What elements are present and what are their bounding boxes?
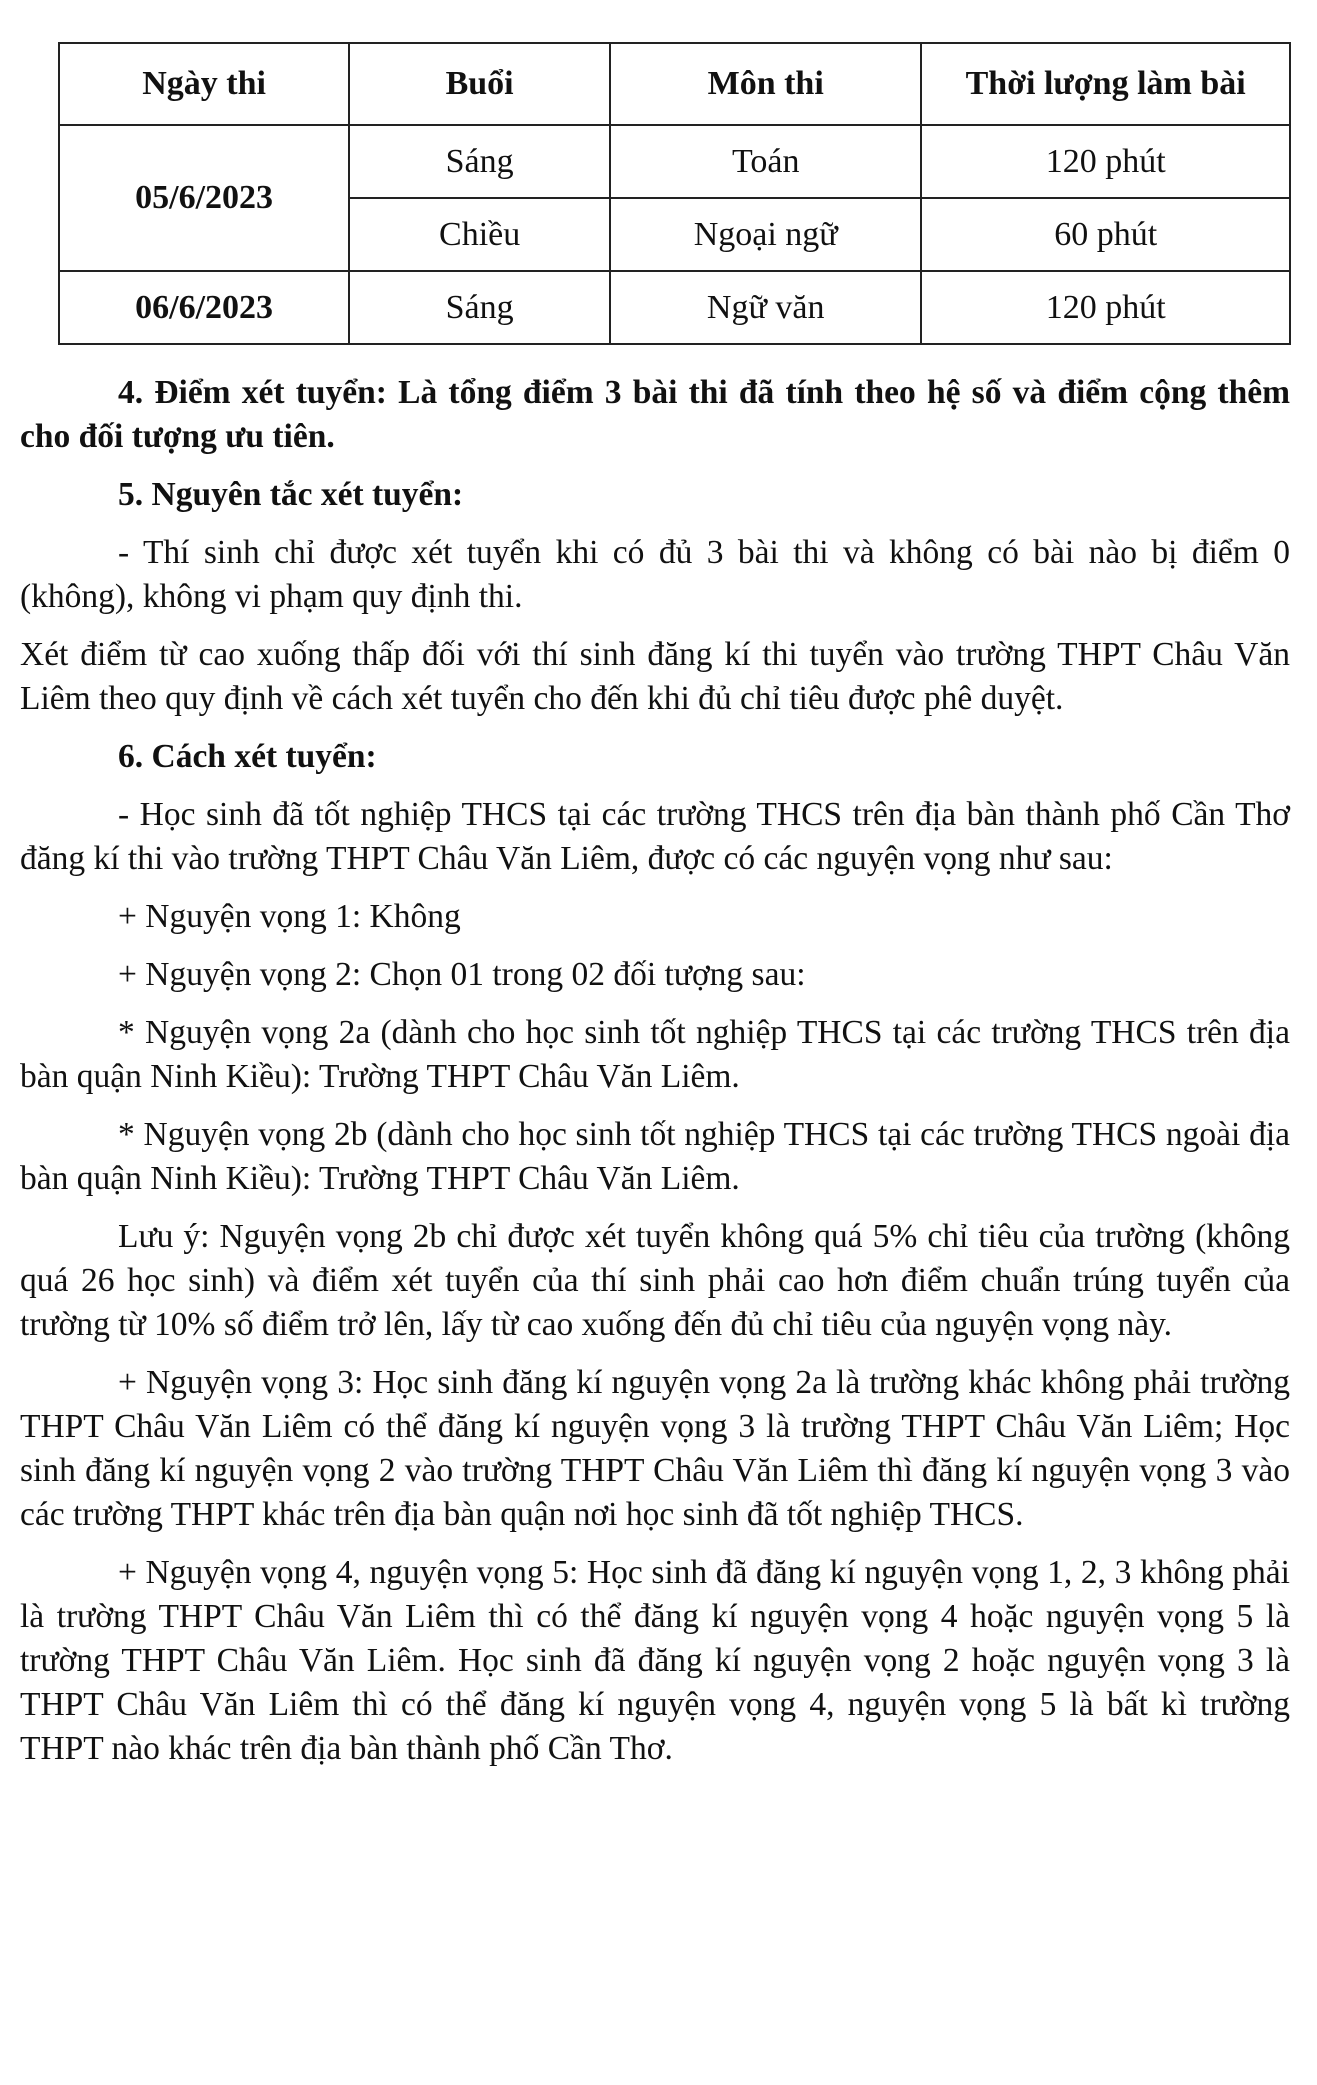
paragraph: - Thí sinh chỉ được xét tuyển khi có đủ 3 bài thi và không có bài nào bị điểm 0 (không), không vi phạm quy định thi. xyxy=(20,534,1290,615)
cell-duration: 60 phút xyxy=(921,198,1290,271)
list-item: + Nguyện vọng 3: Học sinh đăng kí nguyện vọng 2a là trường khác không phải trường THPT Châu Văn Liêm có thể đăng kí nguyện vọng 3 là trường THPT Châu Văn Liêm; Học sinh đăng kí nguyện vọng 2 vào trường THPT Châu Văn Liêm thì đăng kí nguyện vọng 3 vào các trường THPT khác trên địa bàn quận nơi học sinh đã tốt nghiệp THCS. xyxy=(20,1364,1290,1533)
cell-session: Sáng xyxy=(349,271,610,344)
cell-session: Chiều xyxy=(349,198,610,271)
list-item: + Nguyện vọng 4, nguyện vọng 5: Học sinh đã đăng kí nguyện vọng 1, 2, 3 không phải là trường THPT Châu Văn Liêm thì có thể đăng kí nguyện vọng 4 hoặc nguyện vọng 5 là trường THPT Châu Văn Liêm. Học sinh đã đăng kí nguyện vọng 2 hoặc nguyện vọng 3 là THPT Châu Văn Liêm thì có thể đăng kí nguyện vọng 4, nguyện vọng 5 là bất kì trường THPT nào khác trên địa bàn thành phố Cần Thơ. xyxy=(20,1554,1290,1767)
table-header-row xyxy=(59,43,1290,125)
header-duration: Thời lượng làm bài xyxy=(921,43,1290,125)
section-5-heading-text: 5. Nguyên tắc xét tuyển: xyxy=(118,476,464,513)
table-row xyxy=(59,125,1290,198)
paragraph: - Học sinh đã tốt nghiệp THCS tại các trường THCS trên địa bàn thành phố Cần Thơ đăng kí thi vào trường THPT Châu Văn Liêm, được có các nguyện vọng như sau: xyxy=(20,796,1290,877)
list-item: + Nguyện vọng 1: Không xyxy=(118,898,461,935)
cell-session: Sáng xyxy=(349,125,610,198)
document-page xyxy=(20,42,1290,1785)
header-session: Buổi xyxy=(349,43,610,125)
section-6-heading-text: 6. Cách xét tuyển: xyxy=(118,738,377,775)
list-item: * Nguyện vọng 2b (dành cho học sinh tốt nghiệp THCS tại các trường THCS ngoài địa bàn quận Ninh Kiều): Trường THPT Châu Văn Liêm. xyxy=(20,1116,1290,1197)
list-item: + Nguyện vọng 2: Chọn 01 trong 02 đối tượng sau: xyxy=(118,956,806,993)
document-body xyxy=(20,371,1290,1771)
note-paragraph: Lưu ý: Nguyện vọng 2b chỉ được xét tuyển không quá 5% chỉ tiêu của trường (không quá 26 học sinh) và điểm xét tuyển của thí sinh phải cao hơn điểm chuẩn trúng tuyển của trường từ 10% số điểm trở lên, lấy từ cao xuống đến đủ chỉ tiêu của nguyện vọng này. xyxy=(20,1218,1290,1343)
section-4-scoring xyxy=(20,371,1290,459)
cell-subject: Toán xyxy=(610,125,921,198)
section-6-heading xyxy=(20,735,1290,779)
cell-date: 06/6/2023 xyxy=(59,271,349,344)
cell-subject: Ngữ văn xyxy=(610,271,921,344)
header-exam-date: Ngày thi xyxy=(59,43,349,125)
header-subject: Môn thi xyxy=(610,43,921,125)
section-5-heading xyxy=(20,473,1290,517)
paragraph: Xét điểm từ cao xuống thấp đối với thí sinh đăng kí thi tuyển vào trường THPT Châu Văn Liêm theo quy định về cách xét tuyển cho đến khi đủ chỉ tiêu được phê duyệt. xyxy=(20,636,1290,717)
cell-date: 05/6/2023 xyxy=(59,125,349,271)
cell-duration: 120 phút xyxy=(921,271,1290,344)
cell-subject: Ngoại ngữ xyxy=(610,198,921,271)
section-4-text: 4. Điểm xét tuyển: Là tổng điểm 3 bài thi đã tính theo hệ số và điểm cộng thêm cho đối tượng ưu tiên. xyxy=(20,374,1290,455)
list-item: * Nguyện vọng 2a (dành cho học sinh tốt nghiệp THCS tại các trường THCS trên địa bàn quận Ninh Kiều): Trường THPT Châu Văn Liêm. xyxy=(20,1014,1290,1095)
cell-duration: 120 phút xyxy=(921,125,1290,198)
exam-schedule-table xyxy=(58,42,1291,345)
table-row xyxy=(59,271,1290,344)
